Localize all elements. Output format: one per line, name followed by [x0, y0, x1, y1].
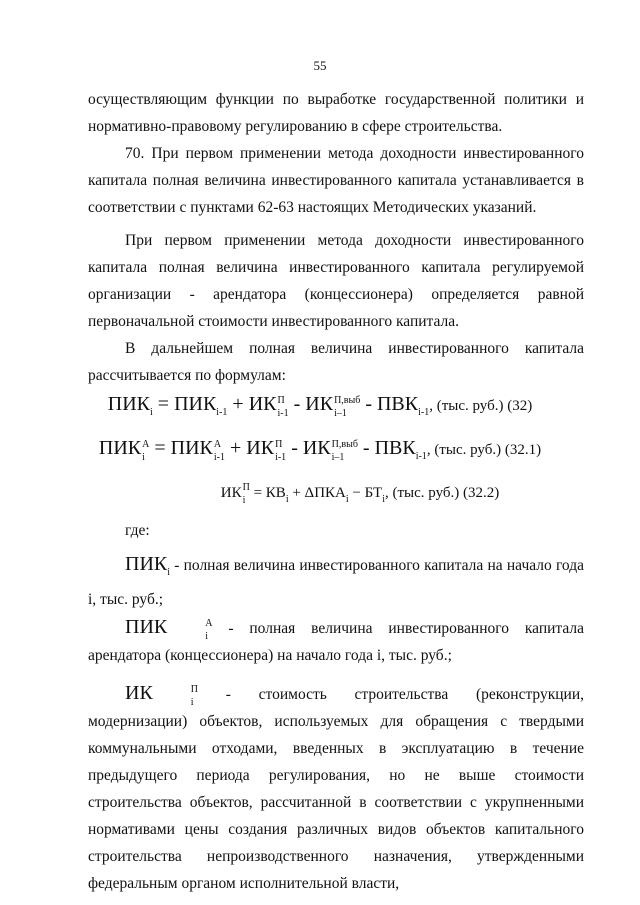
where-label: где:	[125, 522, 150, 539]
paragraph-70: 70. При первом применении метода доходности инвестированного капитала полная величина инвестированного капитала устанавливается в соответствии с пунктами 62-63 настоящих Методических указаний.	[88, 145, 584, 216]
definition-symbol: ИК	[125, 682, 153, 704]
definition-symbol: ПИК	[125, 553, 168, 575]
paragraph-continuation: осуществляющим функции по выработке государственной политики и нормативно-правовому регулированию в сфере строительства.	[88, 91, 584, 135]
definition-pik: $ПИК_i$ - полная величина инвестированного капитала на начало года i, тыс. руб.;	[88, 553, 584, 608]
definition-text: - полная величина инвестированного капитала на начало года i, тыс. руб.;	[88, 557, 584, 608]
formula-32-1: ПИК А i = ПИК А i-1 + ИК П i-1 - ИК П,выб i–1 - $ПВК_{i-1}$, (тыс. руб.) (32.1)	[98, 437, 542, 463]
page-number: 55	[313, 58, 327, 73]
definition-symbol: ПИК	[125, 616, 168, 638]
formula-32-2: ИК П i = $КВ_i + \Delta ПКА_i - БТ_i$, (тыс. руб.) (32.2)	[220, 482, 500, 506]
paragraph-further: В дальнейшем полная величина инвестированного капитала рассчитывается по формулам:	[88, 340, 584, 384]
definition-text: - стоимость строительства (реконструкции, модернизации) объектов, используемых для обращения с твердыми коммунальными отходами, введенных в эксплуатацию в течение предыдущего периода регулирования, но не выше стоимости строительства объектов, рассчитанной в соответствии с укрупненными нормативами цены создания различных видов объектов капитального строительства непроизводственного назначения, утвержденными федеральным органом исполнительной власти,	[88, 686, 584, 892]
definition-pik-a: ПИК А i - полная величина инвестированного капитала арендатора (концессионера) на начало года i, тыс. руб.;	[88, 616, 584, 664]
definition-text: - полная величина инвестированного капитала арендатора (концессионера) на начало года i, тыс. руб.;	[88, 620, 584, 664]
intro-text	[88, 86, 584, 389]
definition-ik-p: ИК П i - стоимость строительства (реконструкции, модернизации) объектов, используемых для обращения с твердыми коммунальными отходами, введенных в эксплуатацию в течение предыдущего периода регулирования, но не выше стоимости строительства объектов, рассчитанной в соответствии с укрупненными нормативами цены создания различных видов объектов капитального строительства непроизводственного назначения, утвержденными федеральным органом исполнительной власти,	[88, 682, 584, 892]
paragraph-first-application: При первом применении метода доходности инвестированного капитала полная величина инвестированного капитала регулируемой организации - арендатора (концессионера) определяется равной первоначальной стоимости инвестированного капитала.	[88, 232, 584, 330]
formula-32: $ПИК_i = ПИК_{i-1}$ + ИК П i-1 - ИК П,выб i–1 - $ПВК_{i-1}$, (тыс. руб.) (32)	[107, 393, 533, 419]
